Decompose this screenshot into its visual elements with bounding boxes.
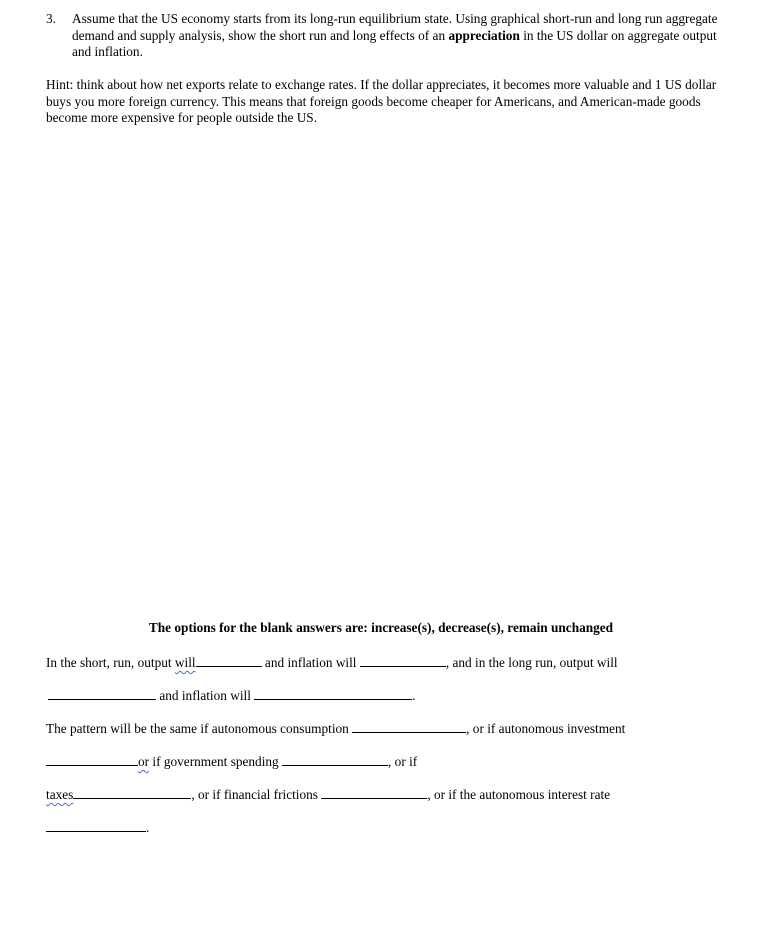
blank-government-spending[interactable] (282, 752, 388, 766)
hint-paragraph: Hint: think about how net exports relate to exchange rates. If the dollar appreciates, it becomes more valuable and 1 US dollar buys you more foreign currency. This means that foreign goods become cheaper for Americans, and American-made goods become more expensive for people outside the US. (46, 77, 717, 125)
blank-line-4 (46, 752, 417, 771)
question-number: 3. (46, 11, 56, 26)
or-word: or (138, 754, 150, 769)
line5-text-a: , or if financial frictions (191, 787, 318, 802)
blank-line-6 (46, 818, 149, 837)
line1-text-c: , and in the long run, output will (445, 655, 618, 670)
line3-text-a: The pattern will be the same if autonomous consumption (46, 721, 349, 736)
question-text-before: Assume that the US economy starts from its long-run equilibrium state. Using graphical short-run and long run aggregate demand and supply analysis, show the short run and long effects of an (72, 11, 718, 43)
question-text (72, 11, 720, 61)
question-text-after: in the US dollar on aggregate output and inflation. (72, 27, 717, 59)
blank-autonomous-consumption[interactable] (352, 719, 466, 733)
line2-text: and inflation will (159, 688, 251, 703)
line4-text-a: if government spending (152, 754, 279, 769)
blank-line-5 (46, 785, 610, 804)
blank-taxes[interactable] (73, 785, 191, 799)
line6-end: . (146, 820, 150, 835)
blank-long-run-inflation[interactable] (254, 686, 412, 700)
line1-text-a: In the short, run, output (46, 655, 175, 670)
blank-line-2 (48, 686, 416, 705)
will-word: will (174, 655, 196, 670)
taxes-word: taxes (46, 787, 74, 802)
blank-line-3 (46, 719, 625, 738)
blank-autonomous-interest-rate[interactable] (46, 818, 146, 832)
blank-long-run-output[interactable] (48, 686, 156, 700)
line2-end: . (412, 688, 416, 703)
line4-text-b: , or if (388, 754, 418, 769)
line1-text-b: and inflation will (264, 655, 357, 670)
line3-text-b: , or if autonomous investment (466, 721, 626, 736)
blank-short-run-inflation[interactable] (360, 653, 446, 667)
options-heading: The options for the blank answers are: increase(s), decrease(s), remain unchanged (148, 620, 614, 635)
question-bold-word: appreciation (448, 27, 520, 43)
blank-autonomous-investment[interactable] (46, 752, 138, 766)
blank-financial-frictions[interactable] (321, 785, 427, 799)
blank-short-run-output[interactable] (196, 653, 262, 667)
line5-text-b: , or if the autonomous interest rate (427, 787, 611, 802)
blank-line-1 (46, 653, 618, 672)
